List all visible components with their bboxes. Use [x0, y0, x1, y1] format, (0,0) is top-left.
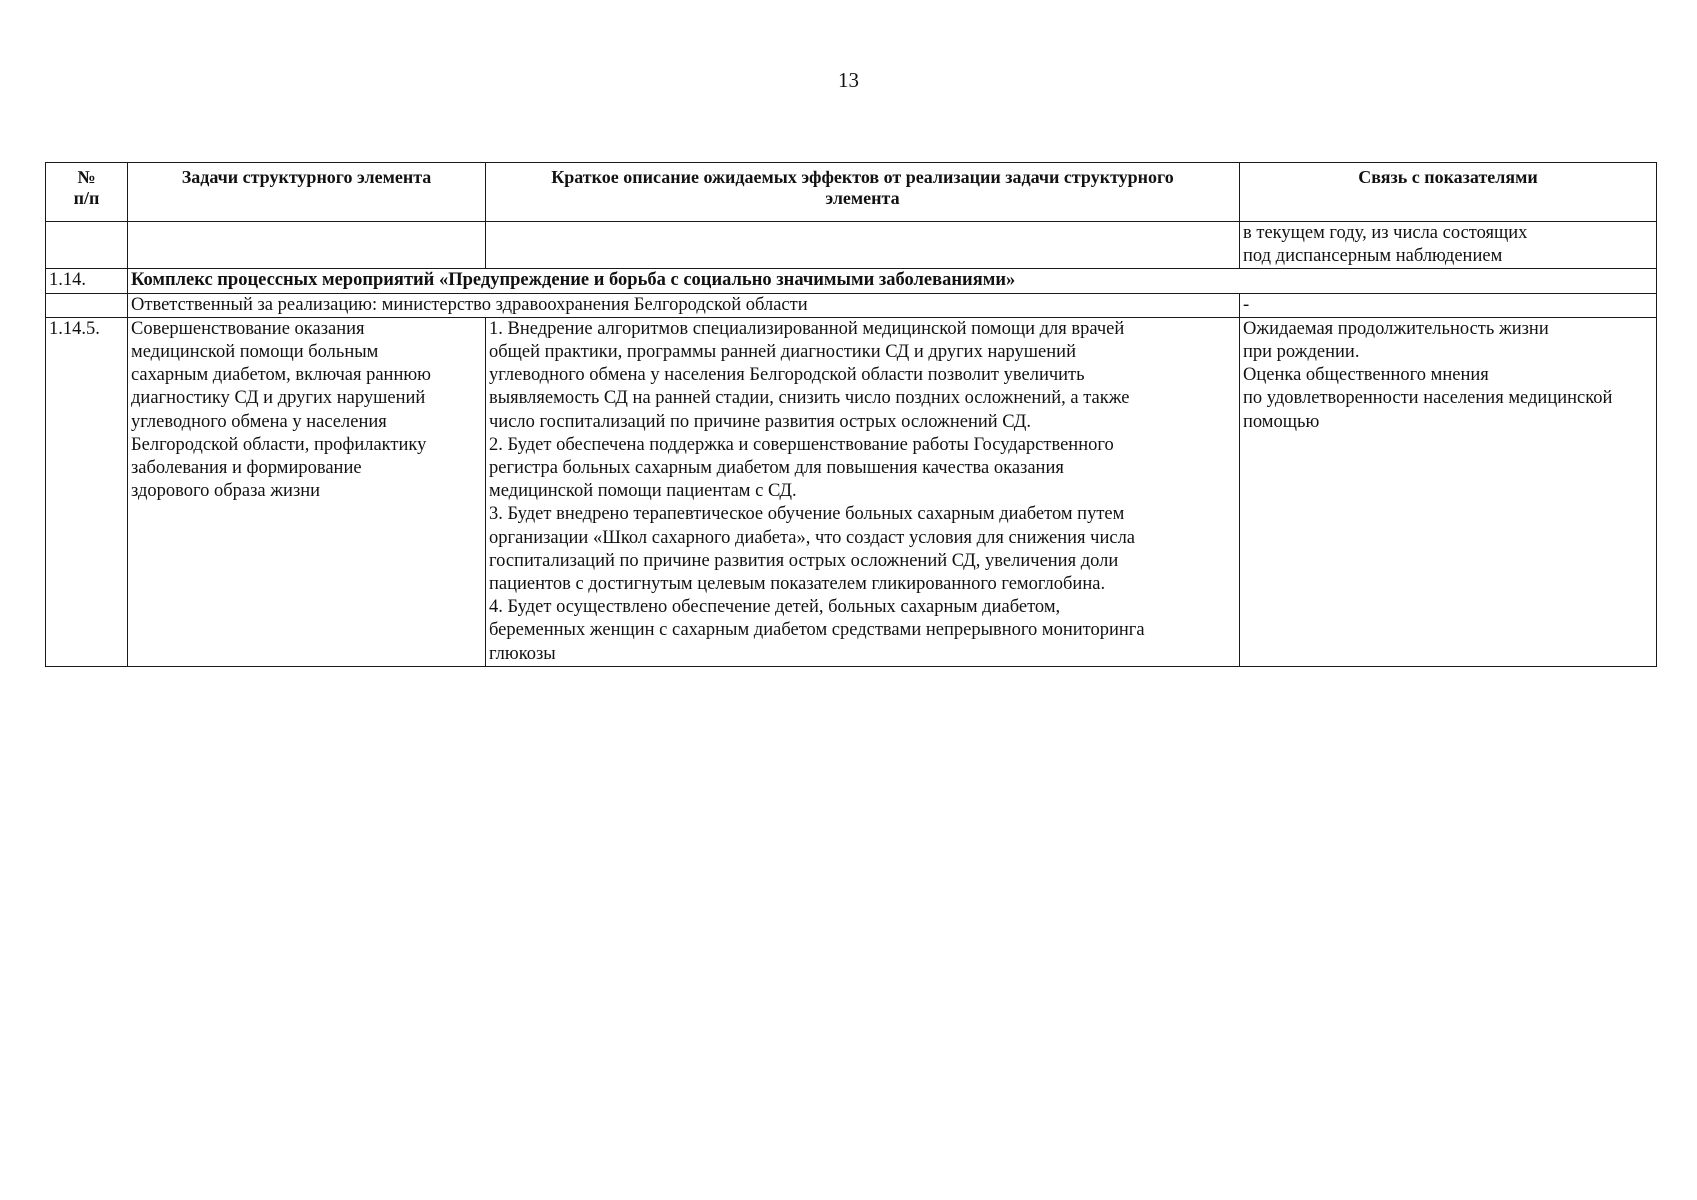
text-line: здорового образа жизни — [131, 481, 321, 502]
header-num-line: № — [77, 167, 96, 187]
header-num-line: п/п — [73, 188, 100, 208]
header-indicators: Связь с показателями — [1240, 163, 1657, 222]
header-effects-line: Краткое описание ожидаемых эффектов от реализации задачи структурного — [551, 167, 1174, 187]
cell-empty — [46, 293, 128, 317]
text-line: заболевания и формирование — [131, 458, 362, 479]
cell-item-number: 1.14.5. — [46, 317, 128, 666]
cell-section-title: Комплекс процессных мероприятий «Предупреждение и борьба с социально значимыми заболеваниями» — [128, 269, 1657, 293]
text-line: углеводного обмена у населения — [131, 411, 387, 432]
table-row-responsible — [46, 293, 1657, 317]
text-line: число госпитализаций по причине развития острых осложнений СД. — [489, 411, 1031, 432]
text-line: пациентов с достигнутым целевым показателем гликированного гемоглобина. — [489, 574, 1106, 595]
table-row-section — [46, 269, 1657, 293]
text-line: 1. Внедрение алгоритмов специализированной медицинской помощи для врачей — [489, 318, 1125, 339]
text-line: Оценка общественного мнения — [1243, 365, 1489, 386]
text-line: Ожидаемая продолжительность жизни — [1243, 318, 1549, 339]
text-line: регистра больных сахарным диабетом для повышения качества оказания — [489, 458, 1064, 479]
page-number: 13 — [838, 68, 859, 92]
cell-empty — [46, 222, 128, 269]
text-line: госпитализаций по причине развития острых осложнений СД, увеличения доли — [489, 550, 1119, 571]
header-tasks: Задачи структурного элемента — [128, 163, 486, 222]
cell-indicators-continuation — [1240, 222, 1657, 269]
text-line: 3. Будет внедрено терапевтическое обучение больных сахарным диабетом путем — [489, 504, 1125, 525]
cell-empty — [128, 222, 486, 269]
cell-section-number: 1.14. — [46, 269, 128, 293]
text-line: медицинской помощи больным — [131, 342, 379, 363]
cell-indicators — [1240, 317, 1657, 666]
header-num — [46, 163, 128, 222]
header-effects — [486, 163, 1240, 222]
text-line: организации «Школ сахарного диабета», что создаст условия для снижения числа — [489, 527, 1136, 548]
text-line: под диспансерным наблюдением — [1243, 246, 1503, 267]
cell-task — [128, 317, 486, 666]
text-line: углеводного обмена у населения Белгородской области позволит увеличить — [489, 365, 1085, 386]
text-line: диагностику СД и других нарушений — [131, 388, 426, 409]
header-effects-line: элемента — [825, 188, 900, 208]
text-line: выявляемость СД на ранней стадии, снизить число поздних осложнений, а также — [489, 388, 1130, 409]
text-line: Совершенствование оказания — [131, 318, 365, 339]
text-line: по удовлетворенности населения медицинской — [1243, 388, 1613, 409]
text-line: беременных женщин с сахарным диабетом средствами непрерывного мониторинга — [489, 620, 1145, 641]
text-line: Белгородской области, профилактику — [131, 434, 427, 455]
text-line: в текущем году, из числа состоящих — [1243, 223, 1528, 243]
text-line: 4. Будет осуществлено обеспечение детей, больных сахарным диабетом, — [489, 597, 1061, 618]
cell-responsible: Ответственный за реализацию: министерство здравоохранения Белгородской области — [128, 293, 1240, 317]
table-row-continuation — [46, 222, 1657, 269]
text-line: при рождении. — [1243, 342, 1360, 363]
structural-elements-table — [45, 162, 1657, 667]
cell-responsible-indicators: - — [1240, 293, 1657, 317]
text-line: 2. Будет обеспечена поддержка и совершенствование работы Государственного — [489, 434, 1114, 455]
table-row — [46, 317, 1657, 666]
text-line: сахарным диабетом, включая раннюю — [131, 365, 432, 386]
text-line: медицинской помощи пациентам с СД. — [489, 481, 797, 502]
cell-empty — [486, 222, 1240, 269]
text-line: общей практики, программы ранней диагностики СД и других нарушений — [489, 342, 1076, 363]
table-header-row — [46, 163, 1657, 222]
cell-effects — [486, 317, 1240, 666]
text-line: глюкозы — [489, 643, 556, 664]
text-line: помощью — [1243, 411, 1320, 432]
